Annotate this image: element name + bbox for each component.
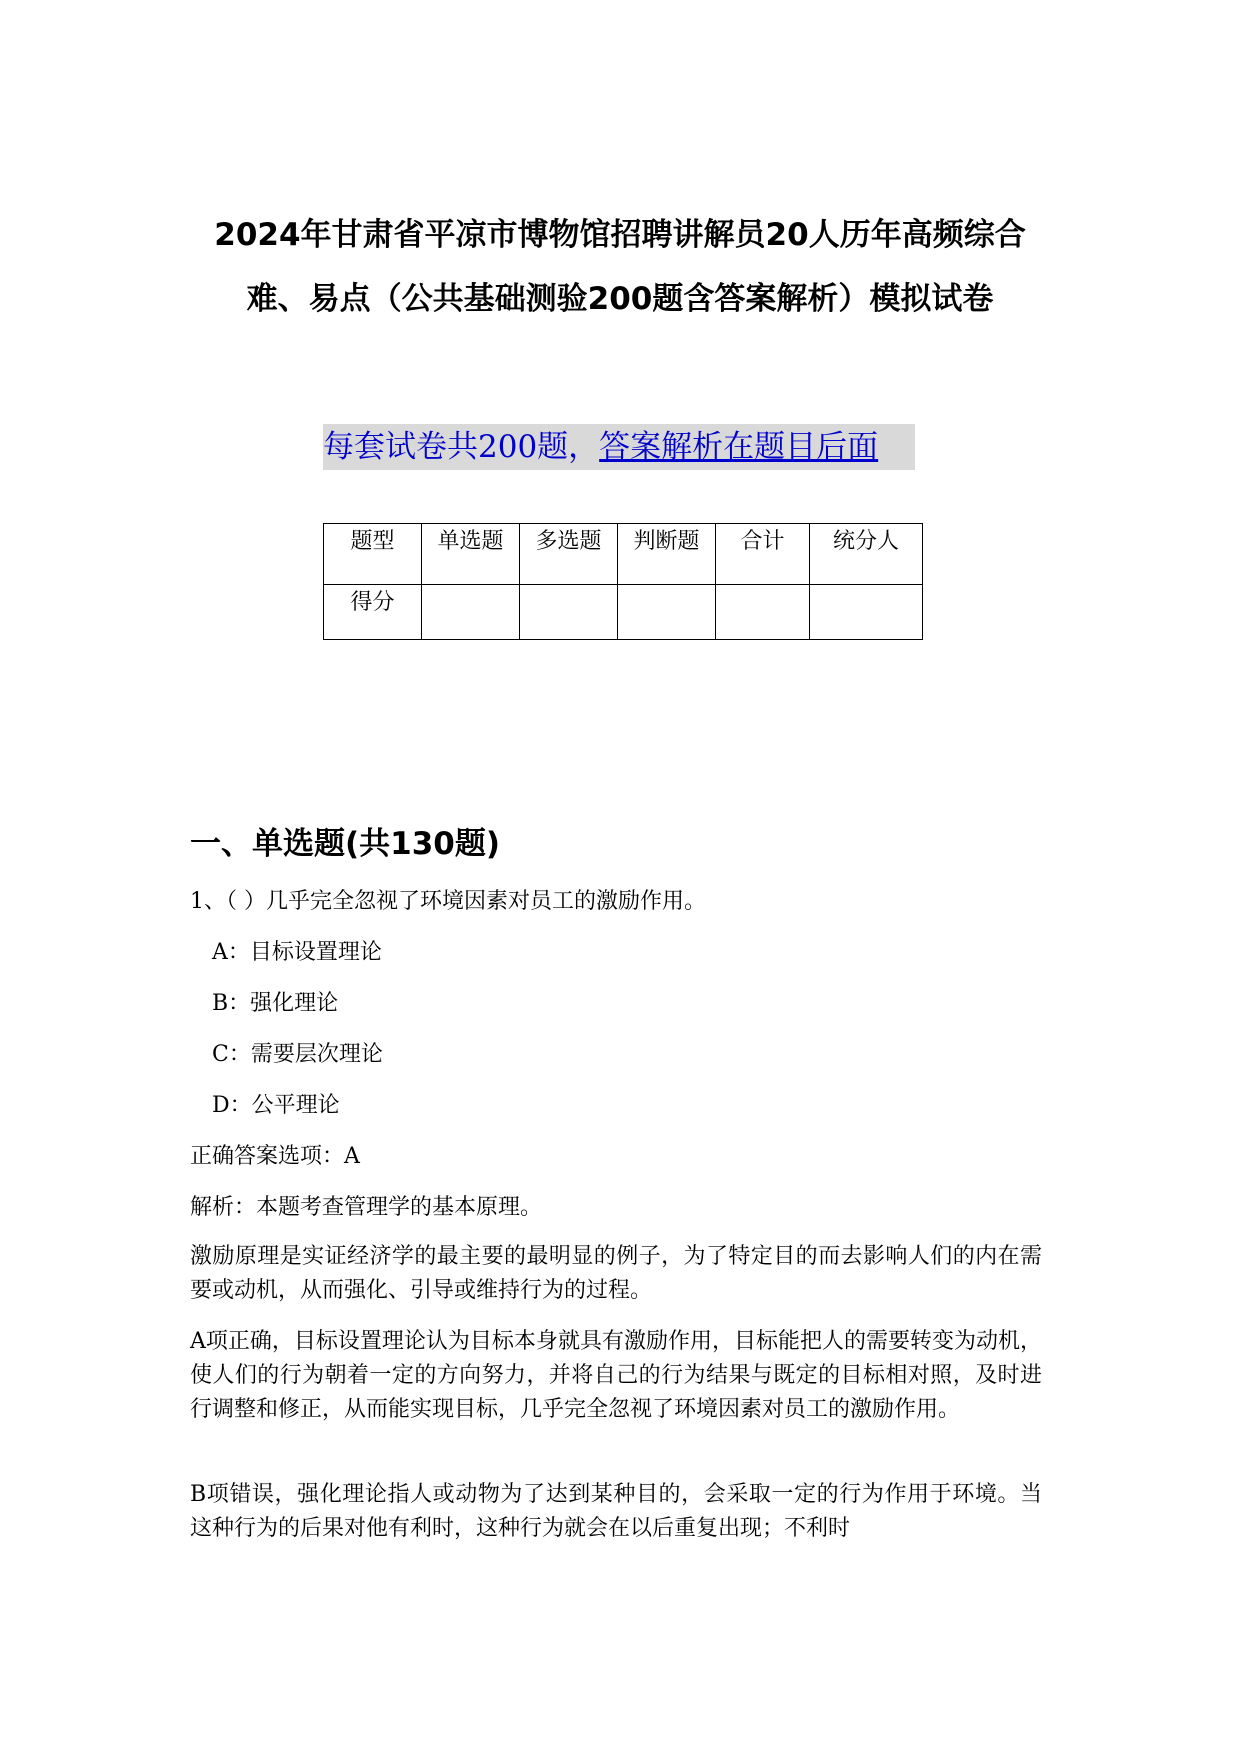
header-cell-type: 题型 xyxy=(324,524,422,585)
option-a: A：目标设置理论 xyxy=(212,940,382,965)
section-heading: 一、单选题(共130题) xyxy=(190,826,501,862)
option-c: C：需要层次理论 xyxy=(212,1042,383,1067)
score-cell-total xyxy=(716,585,810,640)
score-table-header-row xyxy=(324,524,923,585)
score-cell-single-choice xyxy=(422,585,520,640)
analysis-intro: 解析：本题考查管理学的基本原理。 xyxy=(190,1195,543,1220)
question-stem: 1、（ ）几乎完全忽视了环境因素对员工的激励作用。 xyxy=(190,889,706,914)
score-table-score-row xyxy=(324,585,923,640)
header-cell-total: 合计 xyxy=(716,524,810,585)
header-cell-multiple-choice: 多选题 xyxy=(520,524,618,585)
document-title xyxy=(150,203,1090,331)
header-cell-true-false: 判断题 xyxy=(618,524,716,585)
analysis-paragraph-1: 激励原理是实证经济学的最主要的最明显的例子，为了特定目的而去影响人们的内在需要或动机，从而强化、引导或维持行为的过程。 xyxy=(190,1244,1042,1303)
score-cell-multiple-choice xyxy=(520,585,618,640)
score-cell-scorer xyxy=(810,585,923,640)
analysis-paragraph-2: A项正确，目标设置理论认为目标本身就具有激励作用，目标能把人的需要转变为动机，使人们的行为朝着一定的方向努力，并将自己的行为结果与既定的目标相对照，及时进行调整和修正，从而能实现目标，几乎完全忽视了环境因素对员工的激励作用。 xyxy=(190,1329,1042,1422)
title-line-2: 难、易点（公共基础测验200题含答案解析）模拟试卷 xyxy=(246,281,994,317)
score-row-label: 得分 xyxy=(324,585,422,640)
option-b: B：强化理论 xyxy=(212,991,339,1016)
banner-text: 每套试卷共200题， xyxy=(323,429,600,465)
correct-answer: 正确答案选项：A xyxy=(190,1144,360,1169)
analysis-paragraph-3: B项错误，强化理论指人或动物为了达到某种目的，会采取一定的行为作用于环境。当这种行为的后果对他有利时，这种行为就会在以后重复出现；不利时 xyxy=(190,1482,1042,1541)
header-cell-single-choice: 单选题 xyxy=(422,524,520,585)
answer-location-link[interactable]: 答案解析在题目后面 xyxy=(599,429,879,465)
score-cell-true-false xyxy=(618,585,716,640)
option-d: D：公平理论 xyxy=(212,1093,340,1118)
exam-info-banner xyxy=(323,424,915,470)
header-cell-scorer: 统分人 xyxy=(810,524,923,585)
score-table xyxy=(323,523,923,640)
title-line-1: 2024年甘肃省平凉市博物馆招聘讲解员20人历年高频综合 xyxy=(214,217,1026,253)
